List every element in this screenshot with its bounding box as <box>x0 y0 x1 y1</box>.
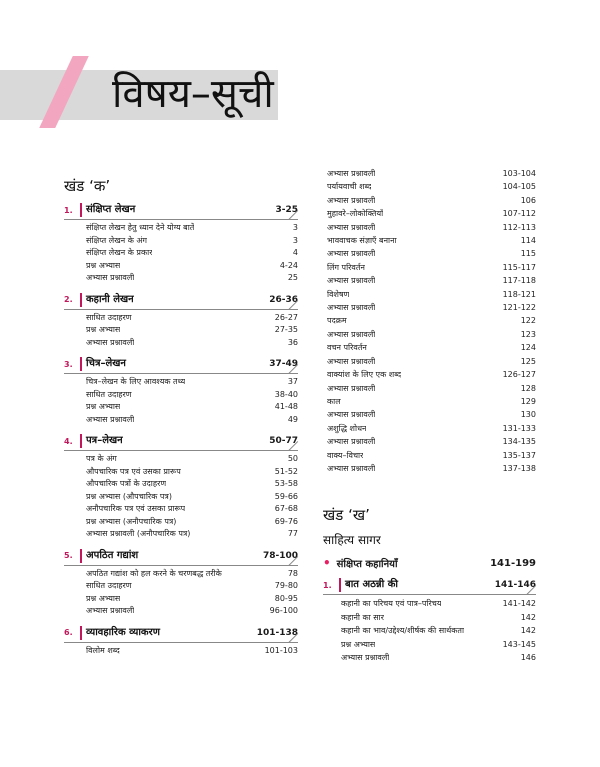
entry-pages: 96-100 <box>269 606 298 615</box>
chapter-title: पत्र–लेखन <box>80 434 269 448</box>
entry-title: औपचारिक पत्रों के उदाहरण <box>86 479 167 488</box>
entry-pages: 53-58 <box>274 479 298 488</box>
toc-entry[interactable] <box>64 414 298 427</box>
toc-entry[interactable] <box>64 389 298 402</box>
entry-title: प्रश्न अभ्यास (औपचारिक पत्र) <box>86 491 172 501</box>
toc-entry[interactable] <box>323 314 536 327</box>
entry-pages: 107-112 <box>502 209 536 219</box>
entry-title: अभ्यास प्रश्नावली <box>327 383 376 393</box>
entry-pages: 101-103 <box>264 645 298 655</box>
entry-title: साधित उदाहरण <box>86 581 132 590</box>
toc-entry[interactable] <box>323 651 536 664</box>
toc-entry[interactable] <box>64 401 298 414</box>
chapter-heading[interactable] <box>64 201 298 220</box>
entry-title: प्रश्न अभ्यास <box>86 402 121 411</box>
entry-pages: 118-121 <box>502 289 536 299</box>
entry-title: पत्र के अंग <box>86 454 117 463</box>
entry-pages: 79-80 <box>274 581 298 590</box>
entry-pages: 4-24 <box>279 260 298 270</box>
bullet-icon: • <box>323 556 331 571</box>
entry-title: संक्षिप्त लेखन के प्रकार <box>86 248 153 257</box>
chapter-block <box>64 201 298 285</box>
toc-entry[interactable] <box>64 568 298 581</box>
toc-entry[interactable] <box>323 435 536 448</box>
toc-entry[interactable] <box>64 516 298 529</box>
toc-entry[interactable] <box>323 638 536 651</box>
entry-pages: 25 <box>287 273 298 282</box>
entry-title: विलोम शब्द <box>86 645 120 655</box>
toc-entry[interactable] <box>64 222 298 235</box>
entry-title: मुहावरे–लोकोक्तियाँ <box>327 209 384 219</box>
chapter-block <box>64 355 298 426</box>
entry-title: अभ्यास प्रश्नावली <box>327 410 376 420</box>
entry-pages: 106 <box>520 195 536 205</box>
entry-title: कहानी का सार <box>341 612 385 622</box>
entry-title: साधित उदाहरण <box>86 312 132 322</box>
toc-entry[interactable] <box>64 503 298 516</box>
entry-title: पदक्रम <box>327 316 347 326</box>
chapter-title: संक्षिप्त लेखन <box>80 203 275 217</box>
chapter-pages: 3-25 <box>275 205 298 215</box>
chapter-pages: 50-77 <box>269 436 298 446</box>
chapter-block <box>323 576 536 664</box>
entry-title: वाक्यांश के लिए एक शब्द <box>327 370 402 380</box>
entry-pages: 115 <box>520 249 536 259</box>
toc-entry[interactable] <box>64 593 298 606</box>
entry-pages: 142 <box>520 612 536 622</box>
section-heading-kha: खंड ‘ख’ <box>323 506 370 525</box>
entry-title: पर्यायवाची शब्द <box>327 182 372 192</box>
entry-pages: 128 <box>520 383 536 393</box>
entry-title: वाक्य–विचार <box>327 450 364 460</box>
chapter-title: कहानी लेखन <box>80 293 269 307</box>
entry-pages: 69-76 <box>274 516 298 526</box>
chapter-number: 1. <box>323 580 332 590</box>
entry-title: विशेषण <box>327 289 350 299</box>
chapter-block <box>323 576 536 664</box>
entry-pages: 117-118 <box>502 276 536 286</box>
chapter-block <box>64 547 298 618</box>
entry-title: औपचारिक पत्र एवं उसका प्रारूप <box>86 466 181 476</box>
page-title: विषय–सूची <box>112 71 274 117</box>
entry-pages: 26-27 <box>274 312 298 322</box>
entry-pages: 104-105 <box>502 182 536 192</box>
toc-right-column <box>323 167 536 670</box>
toc-entry[interactable] <box>323 355 536 368</box>
toc-entry[interactable] <box>323 274 536 287</box>
chapter-pages: 141-146 <box>494 580 536 591</box>
toc-entry[interactable] <box>64 312 298 325</box>
entry-title: अभ्यास प्रश्नावली <box>327 437 376 447</box>
toc-entry[interactable] <box>64 478 298 491</box>
chapter-number: 3. <box>64 359 73 369</box>
entry-title: भाववाचक संज्ञाएँ बनाना <box>327 236 397 246</box>
chapter-title: बात अठन्नी की <box>339 578 495 592</box>
entry-pages: 123 <box>520 329 536 339</box>
chapter-block <box>64 432 298 541</box>
entry-title: लिंग परिवर्तन <box>327 262 365 272</box>
entry-title: अभ्यास प्रश्नावली (अनौपचारिक पत्र) <box>86 529 191 538</box>
entry-title: अभ्यास प्रश्नावली <box>327 222 376 232</box>
entry-title: अभ्यास प्रश्नावली <box>86 337 135 347</box>
entry-pages: 137-138 <box>502 463 536 473</box>
chapter-pages: 26-36 <box>269 294 298 305</box>
entry-pages: 122 <box>520 316 536 326</box>
entry-title: प्रश्न अभ्यास <box>341 639 376 649</box>
entry-pages: 4 <box>292 248 298 257</box>
grammar-topic-list <box>323 167 536 475</box>
entry-pages: 41-48 <box>274 402 298 411</box>
toc-entry[interactable] <box>64 376 298 389</box>
entry-pages: 130 <box>520 410 536 420</box>
chapter-title: अपठित गद्यांश <box>80 549 263 563</box>
entry-title: काल <box>327 396 341 406</box>
toc-entry[interactable] <box>323 449 536 462</box>
entry-pages: 142 <box>520 626 536 636</box>
section-heading-ka: खंड ‘क’ <box>64 177 111 195</box>
chapter-heading[interactable] <box>323 576 536 595</box>
toc-entry[interactable] <box>323 234 536 247</box>
entry-title: अभ्यास प्रश्नावली <box>327 195 376 205</box>
chapter-heading[interactable] <box>64 547 298 566</box>
entry-pages: 67-68 <box>274 504 298 513</box>
unit-title: संक्षिप्त कहानियाँ <box>336 559 398 571</box>
entry-pages: 77 <box>287 529 298 538</box>
entry-pages: 51-52 <box>274 466 298 476</box>
toc-entry[interactable] <box>64 337 298 350</box>
subsection-heading: साहित्य सागर <box>323 533 381 548</box>
entry-title: साधित उदाहरण <box>86 389 132 399</box>
chapter-title: चित्र–लेखन <box>80 357 269 371</box>
chapter-number: 2. <box>64 295 73 304</box>
toc-entry[interactable] <box>64 247 298 260</box>
chapter-heading[interactable] <box>64 432 298 451</box>
toc-entry[interactable] <box>323 167 536 180</box>
toc-entry[interactable] <box>323 288 536 301</box>
chapter-number: 4. <box>64 436 73 446</box>
toc-entry[interactable] <box>323 194 536 207</box>
unit-pages: 141-199 <box>490 557 536 569</box>
chapter-heading[interactable] <box>64 291 298 310</box>
chapter-pages: 37-49 <box>269 359 298 369</box>
entry-pages: 114 <box>520 236 536 246</box>
toc-entry[interactable] <box>323 395 536 408</box>
toc-entry[interactable] <box>64 528 298 541</box>
chapter-number: 6. <box>64 628 73 637</box>
chapter-number: 5. <box>64 551 73 560</box>
chapter-heading[interactable] <box>64 355 298 374</box>
entry-title: चित्र–लेखन के लिए आवश्यक तथ्य <box>86 377 186 386</box>
chapter-number: 1. <box>64 205 73 215</box>
toc-entry[interactable] <box>323 382 536 395</box>
entry-pages: 37 <box>287 377 298 386</box>
entry-title: अभ्यास प्रश्नावली <box>327 463 376 473</box>
chapter-list <box>64 201 298 657</box>
entry-pages: 103-104 <box>502 169 536 178</box>
toc-entry[interactable] <box>64 491 298 504</box>
entry-title: अभ्यास प्रश्नावली <box>327 169 376 178</box>
toc-entry[interactable] <box>323 207 536 220</box>
entry-title: प्रश्न अभ्यास <box>86 325 121 334</box>
entry-pages: 38-40 <box>274 389 298 399</box>
entry-pages: 49 <box>287 414 298 424</box>
entry-pages: 112-113 <box>502 222 536 232</box>
entry-title: अनौपचारिक पत्र एवं उसका प्रारूप <box>86 504 186 513</box>
toc-entry[interactable] <box>64 645 298 658</box>
entry-pages: 125 <box>520 356 536 366</box>
entry-title: अभ्यास प्रश्नावली <box>327 329 376 339</box>
entry-title: कहानी का भाव/उद्देश्य/शीर्षक की सार्थकता <box>341 626 465 636</box>
toc-entry[interactable] <box>64 466 298 479</box>
entry-title: अभ्यास प्रश्नावली <box>327 356 376 366</box>
toc-entry[interactable] <box>323 221 536 234</box>
entry-title: कहानी का परिचय एवं पात्र–परिचय <box>341 599 442 609</box>
chapter-pages: 78-100 <box>262 550 298 561</box>
entry-pages: 115-117 <box>502 262 536 272</box>
entry-pages: 124 <box>520 343 536 353</box>
entry-pages: 36 <box>287 337 298 347</box>
chapter-block <box>64 624 298 658</box>
toc-entry[interactable] <box>64 605 298 618</box>
entry-pages: 141-142 <box>502 599 536 609</box>
entry-pages: 78 <box>287 568 298 578</box>
chapter-block <box>64 291 298 350</box>
toc-entry[interactable] <box>323 624 536 637</box>
toc-entry[interactable] <box>64 580 298 593</box>
entry-title: प्रश्न अभ्यास <box>86 593 121 603</box>
entry-pages: 146 <box>520 652 536 662</box>
entry-pages: 3 <box>292 223 298 232</box>
toc-entry[interactable] <box>323 462 536 475</box>
entry-pages: 126-127 <box>502 370 536 380</box>
toc-entry[interactable] <box>323 328 536 341</box>
toc-entry[interactable] <box>323 247 536 260</box>
entry-title: अभ्यास प्रश्नावली <box>327 249 376 259</box>
toc-entry[interactable] <box>64 272 298 285</box>
chapter-title: व्यावहारिक व्याकरण <box>80 626 257 640</box>
toc-entry[interactable] <box>64 235 298 248</box>
entry-title: अभ्यास प्रश्नावली <box>86 606 135 615</box>
entry-pages: 3 <box>292 235 298 245</box>
entry-pages: 129 <box>520 396 536 406</box>
entry-title: अभ्यास प्रश्नावली <box>327 276 376 286</box>
entry-pages: 143-145 <box>502 639 536 649</box>
entry-title: अभ्यास प्रश्नावली <box>86 273 135 282</box>
toc-left-column <box>64 176 298 663</box>
toc-entry[interactable] <box>323 368 536 381</box>
entry-pages: 131-133 <box>502 423 536 433</box>
entry-title: संक्षिप्त लेखन हेतु ध्यान देने योग्य बातें <box>86 223 195 232</box>
entry-pages: 135-137 <box>502 450 536 460</box>
toc-entry[interactable] <box>323 611 536 624</box>
toc-entry[interactable] <box>323 597 536 610</box>
entry-pages: 50 <box>287 454 298 463</box>
entry-title: अभ्यास प्रश्नावली <box>341 652 390 662</box>
entry-title: अभ्यास प्रश्नावली <box>86 414 135 424</box>
entry-title: अभ्यास प्रश्नावली <box>327 303 376 313</box>
entry-pages: 121-122 <box>502 303 536 313</box>
entry-title: प्रश्न अभ्यास (अनौपचारिक पत्र) <box>86 516 177 526</box>
toc-entry[interactable] <box>64 453 298 466</box>
entry-title: अपठित गद्यांश को हल करने के चरणबद्ध तरीके <box>86 568 222 578</box>
entry-title: संक्षिप्त लेखन के अंग <box>86 235 148 245</box>
toc-entry[interactable] <box>323 422 536 435</box>
entry-pages: 134-135 <box>502 437 536 447</box>
entry-title: अशुद्धि शोधन <box>327 423 367 433</box>
toc-entry[interactable] <box>323 261 536 274</box>
entry-pages: 59-66 <box>274 491 298 501</box>
toc-entry[interactable] <box>64 324 298 337</box>
entry-pages: 80-95 <box>274 593 298 603</box>
chapter-pages: 101-138 <box>256 627 298 638</box>
entry-title: प्रश्न अभ्यास <box>86 260 121 270</box>
toc-entry[interactable] <box>323 301 536 314</box>
entry-pages: 27-35 <box>274 325 298 334</box>
toc-entry[interactable] <box>323 341 536 354</box>
entry-title: वचन परिवर्तन <box>327 343 367 353</box>
toc-entry[interactable] <box>64 260 298 273</box>
chapter-heading[interactable] <box>64 624 298 643</box>
toc-entry[interactable] <box>323 180 536 193</box>
unit-heading[interactable] <box>323 556 536 570</box>
toc-entry[interactable] <box>323 408 536 421</box>
